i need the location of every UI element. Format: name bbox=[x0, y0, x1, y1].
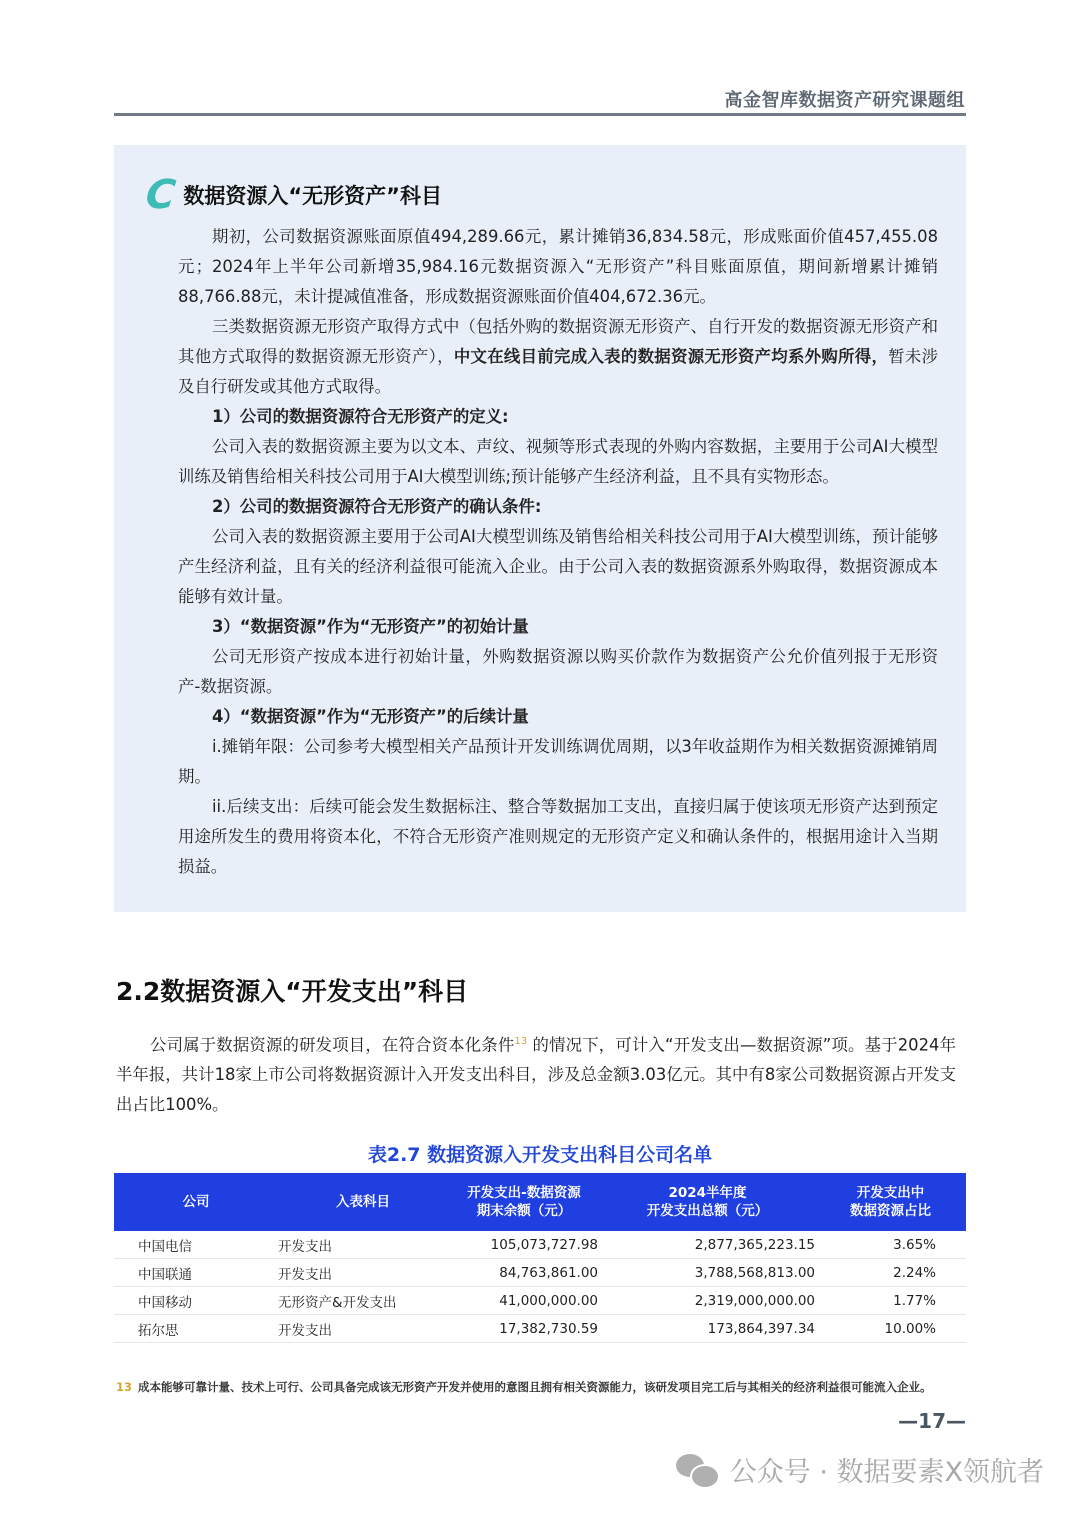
paragraph: 公司无形资产按成本进行初始计量，外购数据资源以购买价款作为数据资产公允价值列报于无形资产-数据资源。 bbox=[178, 647, 938, 696]
table-caption: 表2.7 数据资源入开发支出科目公司名单 bbox=[367, 1144, 713, 1166]
paragraph: 公司属于数据资源的研发项目，在符合资本化条件$^{13}$ 的情况下，可计入“开发支出—数据资源”项。基于2024年半年报，共计18家上市公司将数据资源计入开发支出科目，涉及总金额3.03亿元。其中有8家公司数据资源占开发支出占比100%。 bbox=[116, 1035, 957, 1115]
header-rule bbox=[114, 113, 966, 116]
col-account: 入表科目 bbox=[278, 1173, 448, 1231]
col-data-ratio: 开发支出中 数据资源占比 bbox=[815, 1173, 966, 1231]
c-letter-icon: C bbox=[143, 172, 178, 218]
footnote-reference[interactable]: 13 bbox=[514, 1036, 528, 1047]
table-row: 中国移动 无形资产&开发支出 41,000,000.00 2,319,000,000.00 1.77% bbox=[114, 1287, 966, 1315]
wechat-icon bbox=[676, 1452, 720, 1488]
footnote bbox=[116, 1379, 932, 1395]
page-number: —17— bbox=[898, 1409, 966, 1433]
box-heading bbox=[143, 172, 442, 218]
table-header-row bbox=[114, 1173, 966, 1231]
paragraph: 公司入表的数据资源主要为以文本、声纹、视频等形式表现的外购内容数据，主要用于公司AI大模型训练及销售给相关科技公司用于AI大模型训练;预计能够产生经济利益，且不具有实物形态。 bbox=[178, 437, 938, 486]
table-row: 中国电信 开发支出 105,073,727.98 2,877,365,223.15 3.65% bbox=[114, 1231, 966, 1259]
subheading: 4）“数据资源”作为“无形资产”的后续计量 bbox=[212, 707, 529, 726]
watermark bbox=[676, 1450, 1044, 1489]
watermark-text: 公众号 · 数据要素X领航者 bbox=[729, 1457, 1044, 1488]
company-table bbox=[114, 1173, 966, 1343]
col-dev-data-balance: 开发支出-数据资源 期末余额（元） bbox=[448, 1173, 600, 1231]
col-company: 公司 bbox=[114, 1173, 278, 1231]
running-header: 高金智库数据资产研究课题组 bbox=[724, 90, 965, 111]
subheading: 2）公司的数据资源符合无形资产的确认条件: bbox=[212, 497, 542, 516]
subheading: 3）“数据资源”作为“无形资产”的初始计量 bbox=[212, 617, 529, 636]
table-row: 拓尔思 开发支出 17,382,730.59 173,864,397.34 10.00% bbox=[114, 1315, 966, 1343]
paragraph: 期初，公司数据资源账面原值494,289.66元，累计摊销36,834.58元，形成账面价值457,455.08元；2024年上半年公司新增35,984.16元数据资源入“无形资产”科目账面原值，期间新增累计摊销88,766.88元，未计提减值准备，形成数据资源账面价值404,672.36元。 bbox=[178, 227, 938, 306]
footnote-number: 13 bbox=[116, 1380, 133, 1394]
paragraph: ii.后续支出：后续可能会发生数据标注、整合等数据加工支出，直接归属于使该项无形资产达到预定用途所发生的费用将资本化，不符合无形资产准则规定的无形资产定义和确认条件的，根据用途计入当期损益。 bbox=[178, 797, 938, 876]
paragraph: i.摊销年限：公司参考大模型相关产品预计开发训练调优周期，以3年收益期作为相关数据资源摊销周期。 bbox=[178, 737, 938, 786]
footnote-text: 成本能够可靠计量、技术上可行、公司具备完成该无形资产开发并使用的意图且拥有相关资源能力，该研发项目完工后与其相关的经济利益很可能流入企业。 bbox=[138, 1380, 932, 1394]
info-box bbox=[114, 145, 966, 912]
table-row: 中国联通 开发支出 84,763,861.00 3,788,568,813.00 2.24% bbox=[114, 1259, 966, 1287]
subheading: 1）公司的数据资源符合无形资产的定义: bbox=[212, 407, 509, 426]
box-title: 数据资源入“无形资产”科目 bbox=[183, 184, 442, 208]
section-body bbox=[116, 1027, 956, 1120]
paragraph: 三类数据资源无形资产取得方式中（包括外购的数据资源无形资产、自行开发的数据资源无形资产和其他方式取得的数据资源无形资产），中文在线目前完成入表的数据资源无形资产均系外购所得，暂未涉及自行研发或其他方式取得。 bbox=[178, 317, 938, 396]
section-title: 2.2数据资源入“开发支出”科目 bbox=[116, 977, 469, 1006]
paragraph: 公司入表的数据资源主要用于公司AI大模型训练及销售给相关科技公司用于AI大模型训练，预计能够产生经济利益，且有关的经济利益很可能流入企业。由于公司入表的数据资源系外购取得，数据资源成本能够有效计量。 bbox=[178, 527, 938, 606]
box-body bbox=[178, 222, 938, 882]
col-dev-total: 2024半年度 开发支出总额（元） bbox=[600, 1173, 815, 1231]
emphasis: 中文在线目前完成入表的数据资源无形资产均系外购所得， bbox=[453, 347, 889, 366]
